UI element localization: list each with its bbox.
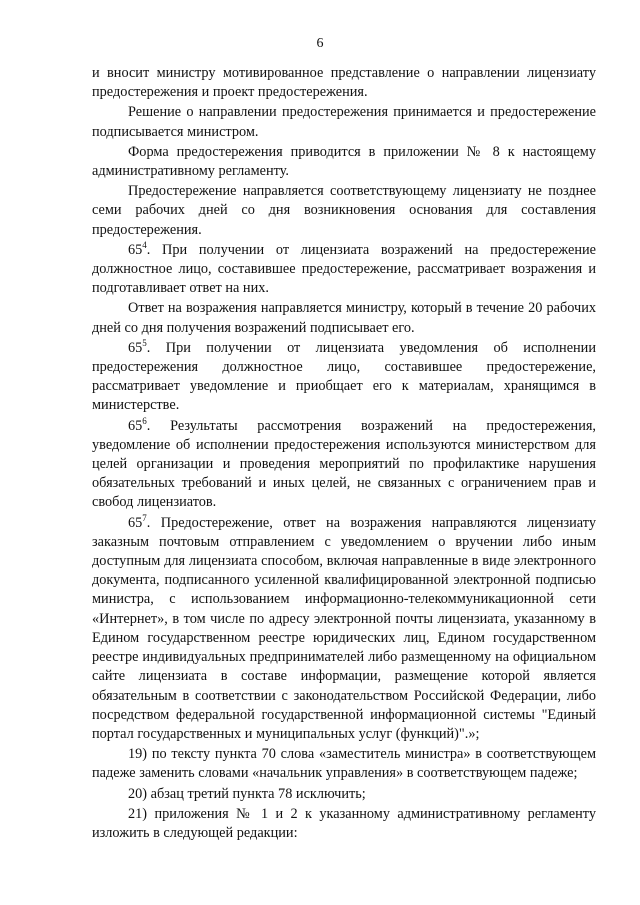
paragraph-65-4: $65^4$. При получении от лицензиата возражений на предостережение должностное лицо, составившее предостережение, рассматривает возражения и подготавливает ответ на них. (92, 239, 596, 297)
clause-superscript: 7 (142, 512, 147, 523)
paragraph-item-21: 21) приложения № 1 и 2 к указанному административному регламенту изложить в следующей редакции: (92, 805, 596, 841)
paragraph-item-19: 19) по тексту пункта 70 слова «заместитель министра» в соответствующем падеже заменить словами «начальник управления» в соответствующем падеже; (92, 746, 596, 782)
clause-number: 65 (128, 241, 143, 258)
paragraph-65-7: $65^7$. Предостережение, ответ на возражения направляются лицензиату заказным почтовым отправлением с уведомлением о вручении либо иным доступным для лицензиата способом, включая направленные в виде электронного документа, подписанного усиленной квалифицированной электронной подписью министра, с использованием информационно-телекоммуникационной сети «Интернет», в том числе по адресу электронной почты лицензиата, указанному в Едином государственном реестре юридических лиц, Едином государственном реестре индивидуальных предпринимателей либо размещенному на официальном сайте лицензиата в составе информации, размещение которой является обязательным в соответствии с законодательством Российской Федерации, либо посредством федеральной государственной информационной системы "Единый портал государственных и муниципальных услуг (функций)".»; (92, 512, 596, 742)
clause-superscript: 5 (142, 337, 147, 348)
paragraph-decision: Решение о направлении предостережения принимается и предостережение подписывается министром. (92, 104, 596, 140)
paragraph-form: Форма предостережения приводится в приложении № 8 к настоящему административному регламенту. (92, 143, 596, 180)
clause-superscript: 6 (142, 415, 147, 426)
clause-number: 65 (128, 417, 143, 434)
clause-number: 65 (128, 339, 143, 356)
clause-superscript: 4 (142, 239, 147, 250)
paragraph-response: Ответ на возражения направляется министру, который в течение 20 рабочих дней со дня получения возражений подписывает его. (92, 300, 596, 336)
page-number: 6 (316, 36, 324, 51)
paragraph-65-5: $65^5$. При получении от лицензиата уведомления об исполнении предостережения должностное лицо, составившее предостережение, рассматривает уведомление и приобщает его к материалам, хранящимся в министерстве. (92, 337, 596, 414)
paragraph-deadline: Предостережение направляется соответствующему лицензиату не позднее семи рабочих дней со дня возникновения основания для составления предостережения. (92, 183, 596, 238)
document-body (92, 64, 596, 843)
paragraph-item-20: 20) абзац третий пункта 78 исключить; (128, 785, 366, 802)
paragraph-intro: и вносит министру мотивированное представление о направлении лицензиату предостережения и проект предостережения. (92, 65, 596, 101)
paragraph-65-6: $65^6$. Результаты рассмотрения возражений на предостережения, уведомление об исполнении предостережения используются министерством для целей организации и проведения мероприятий по профилактике нарушения обязательных требований и иных целей, не связанных с ограничением прав и свобод лицензиатов. (92, 415, 596, 511)
clause-number: 65 (128, 514, 143, 531)
